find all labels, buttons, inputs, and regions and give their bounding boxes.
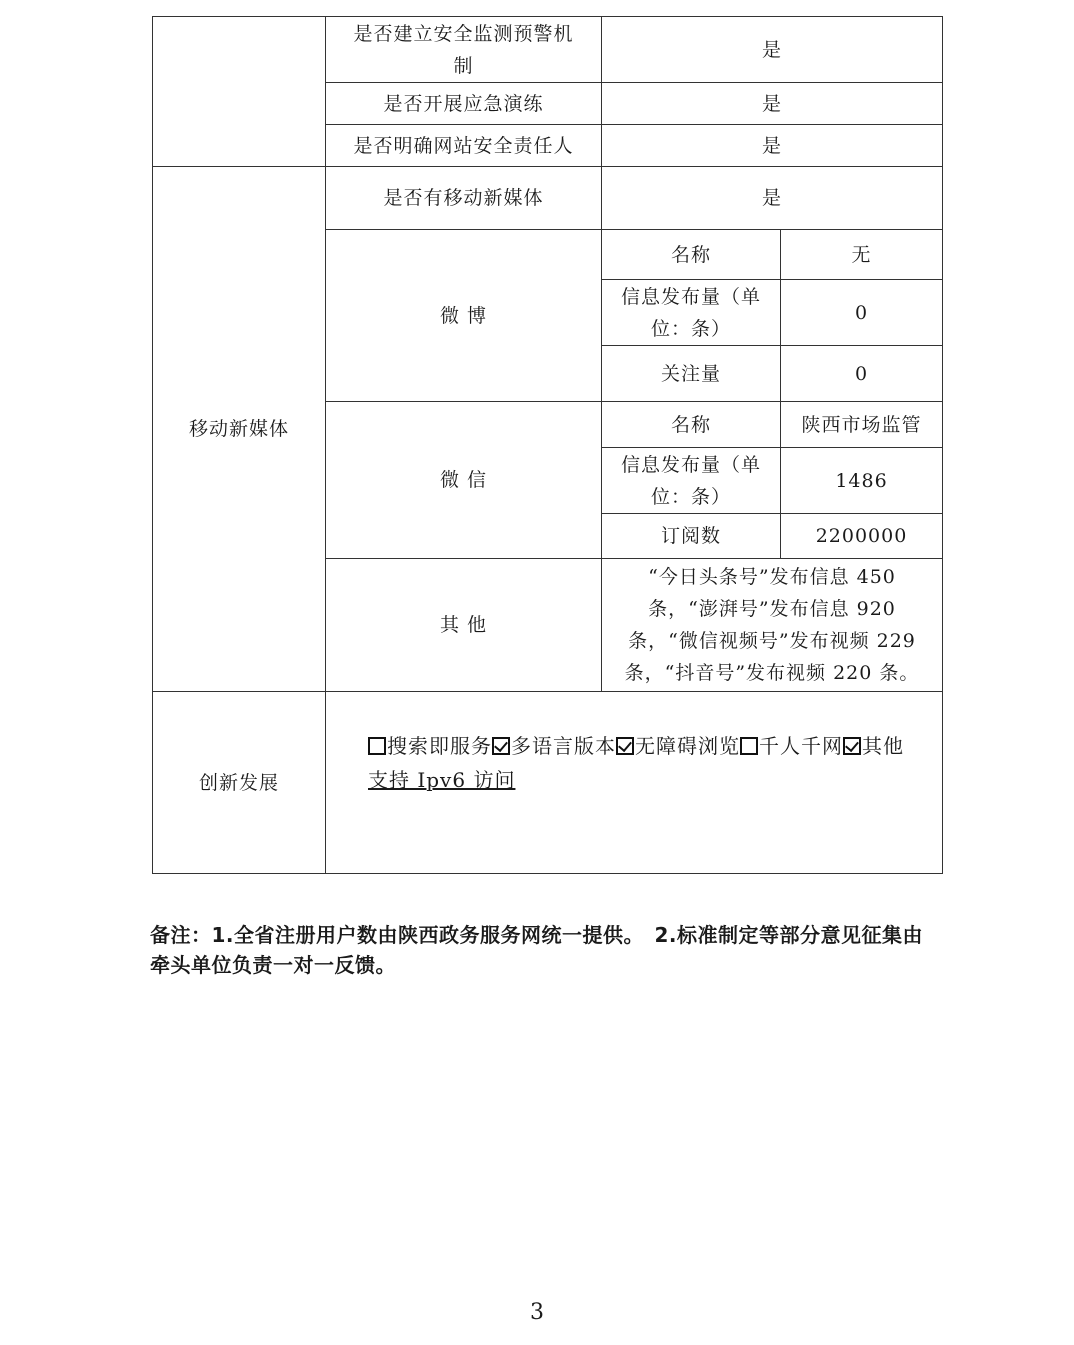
weibo-label: 微 博 [326,230,602,402]
weibo-posts-label: 信息发布量（单位：条） [602,280,781,346]
weibo-name-label: 名称 [602,230,781,280]
checkbox-checked-icon [492,737,510,755]
option-search-service: 搜索即服务 [368,734,492,758]
checkbox-checked-icon [843,737,861,755]
innovation-options [326,692,943,874]
wechat-name-label: 名称 [602,402,781,448]
wechat-label: 微 信 [326,402,602,559]
row-value-drill: 是 [602,83,943,125]
other-label: 其 他 [326,559,602,692]
weibo-name-value: 无 [781,230,943,280]
wechat-posts-label: 信息发布量（单位：条） [602,448,781,514]
weibo-posts-value: 0 [781,280,943,346]
footnote: 备注：1.全省注册用户数由陕西政务服务网统一提供。 2.标准制定等部分意见征集由牵头单位负责一对一反馈。 [150,923,924,977]
option-other-text: 支持 Ipv6 访问 [368,767,516,792]
weibo-follow-value: 0 [781,346,943,402]
row-value-responsible: 是 [602,125,943,167]
wechat-name-value: 陕西市场监管 [781,402,943,448]
row-label-monitoring: 是否建立安全监测预警机制 [326,17,602,83]
mobile-section-label: 移动新媒体 [153,167,326,692]
checkbox-unchecked-icon [740,737,758,755]
weibo-follow-label: 关注量 [602,346,781,402]
other-value: “今日头条号”发布信息 450 条，“澎湃号”发布信息 920 条，“微信视频号”发布视频 229 条，“抖音号”发布视频 220 条。 [602,559,943,692]
wechat-subs-label: 订阅数 [602,514,781,559]
row-label-drill: 是否开展应急演练 [326,83,602,125]
wechat-subs-value: 2200000 [781,514,943,559]
option-other: 其他 [843,734,904,758]
option-multilingual: 多语言版本 [492,734,616,758]
report-table [152,16,943,874]
option-accessibility: 无障碍浏览 [616,734,740,758]
has-media-value: 是 [602,167,943,230]
page-number: 3 [530,1300,544,1325]
option-personalized: 千人千网 [740,734,843,758]
row-value-monitoring: 是 [602,17,943,83]
wechat-posts-value: 1486 [781,448,943,514]
row-label-responsible: 是否明确网站安全责任人 [326,125,602,167]
blank-category-cell [153,17,326,167]
innovation-label: 创新发展 [153,692,326,874]
has-media-label: 是否有移动新媒体 [326,167,602,230]
checkbox-checked-icon [616,737,634,755]
checkbox-unchecked-icon [368,737,386,755]
